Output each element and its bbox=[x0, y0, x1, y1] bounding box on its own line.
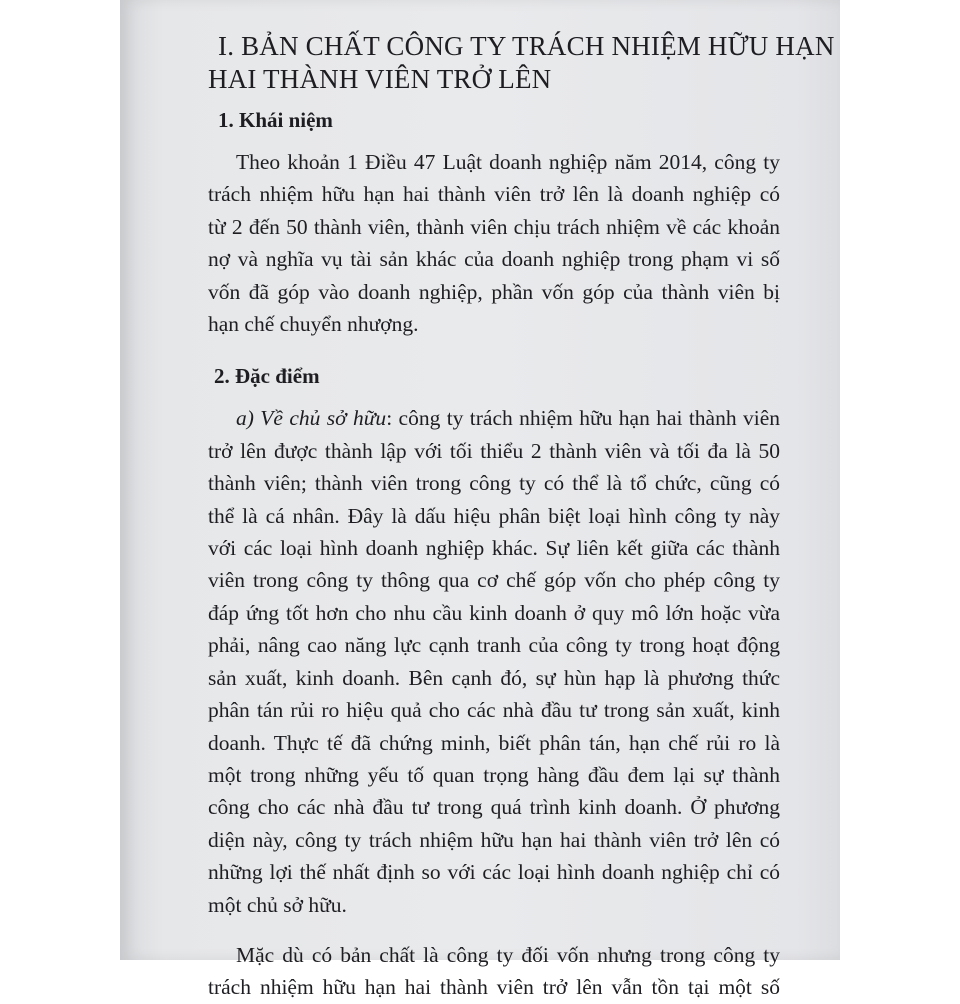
paragraph-line: trách nhiệm hữu hạn hai thành viên trở lên là doanh nghiệp có bbox=[208, 182, 780, 207]
paragraph-line: thể là cá nhân. Đây là dấu hiệu phân biệt loại hình công ty này bbox=[208, 503, 780, 528]
paragraph-line: trách nhiệm hữu hạn hai thành viên trở lên vẫn tồn tại một số bbox=[208, 975, 780, 1000]
section-title bbox=[208, 30, 878, 96]
section-title-line-2: HAI THÀNH VIÊN TRỞ LÊN bbox=[208, 64, 552, 94]
paragraph-line: những lợi thế nhất định so với các loại hình doanh nghiệp chỉ có bbox=[208, 860, 780, 885]
ownership-text: : công ty trách nhiệm hữu hạn hai thành viên bbox=[386, 406, 780, 431]
concept-paragraph bbox=[208, 146, 780, 340]
paragraph-line bbox=[208, 402, 780, 434]
paragraph-line: công cho các nhà đầu tư trong quá trình kinh doanh. Ở phương bbox=[208, 795, 780, 820]
paragraph-line: doanh. Thực tế đã chứng minh, biết phân tán, hạn chế rủi ro là bbox=[208, 730, 780, 755]
paragraph-line: từ 2 đến 50 thành viên, thành viên chịu trách nhiệm về các khoản bbox=[208, 214, 780, 239]
paragraph-line: diện này, công ty trách nhiệm hữu hạn hai thành viên trở lên có bbox=[208, 827, 780, 852]
features-heading: 2. Đặc điểm bbox=[214, 364, 320, 389]
paragraph-line: Mặc dù có bản chất là công ty đối vốn nhưng trong công ty bbox=[236, 942, 780, 967]
section-title-line-1: I. BẢN CHẤT CÔNG TY TRÁCH NHIỆM HỮU HẠN bbox=[218, 31, 835, 61]
paragraph-line: nợ và nghĩa vụ tài sản khác của doanh nghiệp trong phạm vi số bbox=[208, 247, 780, 272]
paragraph-line: viên trong công ty thông qua cơ chế góp vốn cho phép công ty bbox=[208, 568, 780, 593]
book-page bbox=[120, 0, 840, 1000]
paragraph-line: một trong những yếu tố quan trọng hàng đầu đem lại sự thành bbox=[208, 762, 780, 787]
concept-heading: 1. Khái niệm bbox=[218, 108, 333, 132]
paragraph-line: đáp ứng tốt hơn cho nhu cầu kinh doanh ở quy mô lớn hoặc vừa bbox=[208, 600, 780, 625]
paragraph-line: phân tán rủi ro hiệu quả cho các nhà đầu tư trong sản xuất, kinh bbox=[208, 698, 780, 723]
paragraph-line: một chủ sở hữu. bbox=[208, 892, 347, 917]
paragraph-line: phải, nâng cao năng lực cạnh tranh của công ty trong hoạt động bbox=[208, 633, 780, 658]
paragraph-line: vốn đã góp vào doanh nghiệp, phần vốn góp của thành viên bị bbox=[208, 279, 780, 304]
features-paragraph bbox=[208, 402, 780, 921]
paragraph-line: trở lên được thành lập với tối thiểu 2 thành viên và tối đa là 50 bbox=[208, 438, 780, 463]
paragraph-line: thành viên; thành viên trong công ty có thể là tổ chức, cũng có bbox=[208, 471, 780, 496]
closing-paragraph bbox=[208, 939, 780, 1004]
ownership-label: a) Về chủ sở hữu bbox=[236, 406, 387, 431]
paragraph-line: hạn chế chuyển nhượng. bbox=[208, 312, 419, 337]
paragraph-line: với các loại hình doanh nghiệp khác. Sự liên kết giữa các thành bbox=[208, 536, 780, 561]
paragraph-line: Theo khoản 1 Điều 47 Luật doanh nghiệp năm 2014, công ty bbox=[236, 150, 780, 174]
page-content bbox=[208, 30, 878, 1004]
paragraph-line: sản xuất, kinh doanh. Bên cạnh đó, sự hùn hạp là phương thức bbox=[208, 665, 780, 690]
